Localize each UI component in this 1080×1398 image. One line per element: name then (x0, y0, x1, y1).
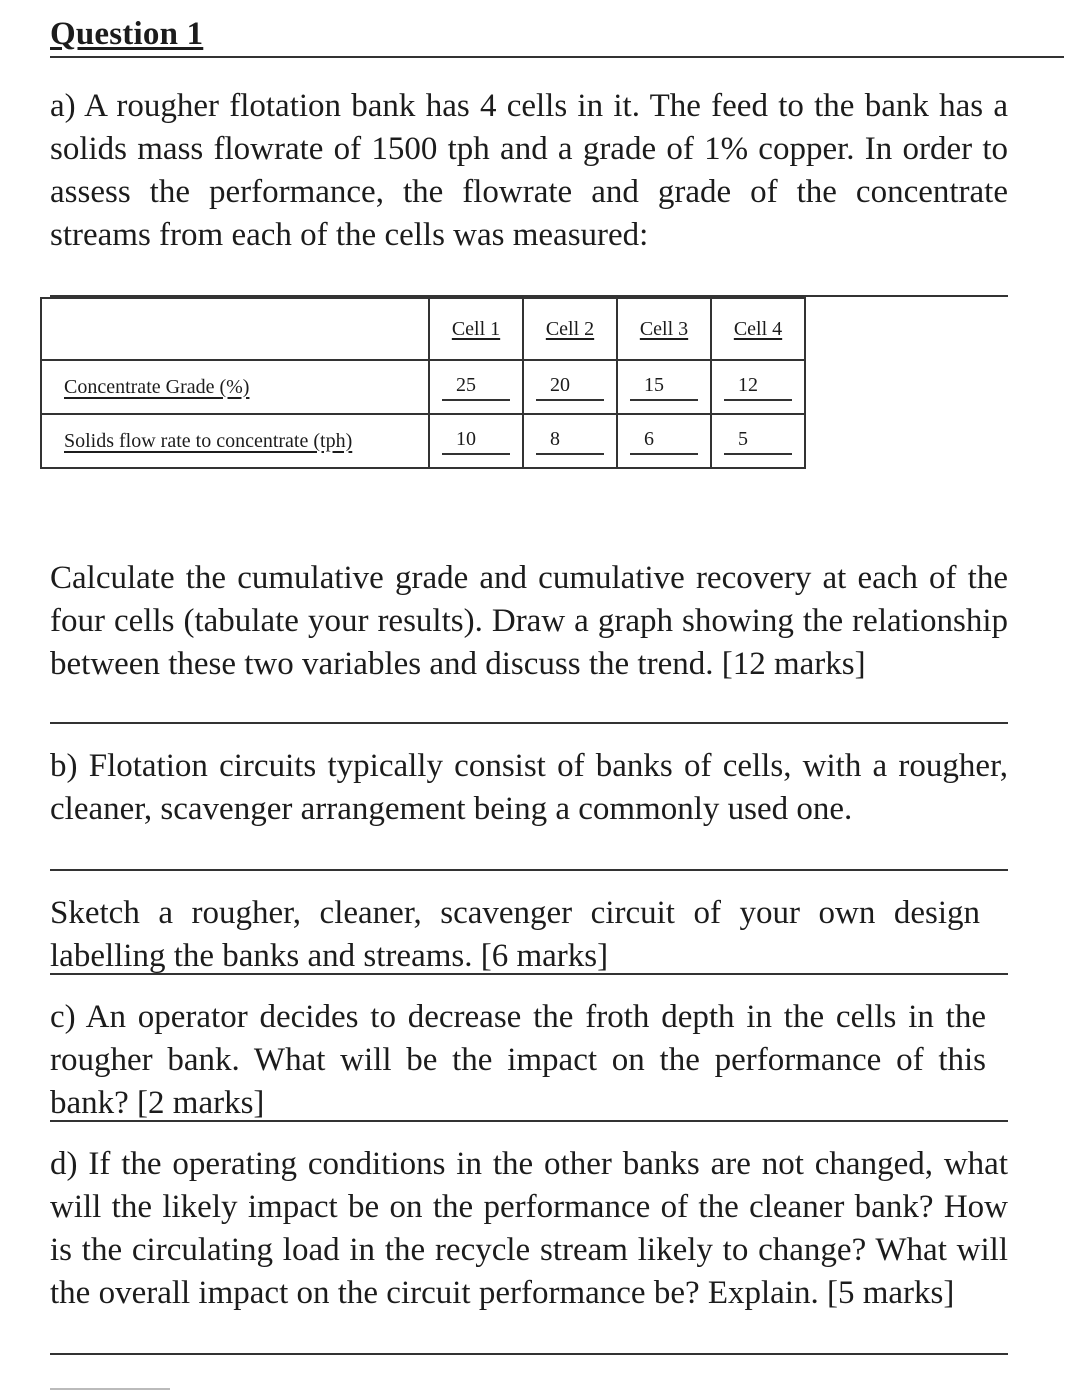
flow-cell-3: 6 (630, 428, 698, 455)
table-row-solids-flow (41, 414, 805, 468)
flow-cell-4: 5 (724, 428, 792, 455)
table-cell (429, 360, 523, 414)
grade-cell-1: 25 (442, 374, 510, 401)
row-label-concentrate-grade: Concentrate Grade (%) (41, 360, 429, 414)
table-header-cell-3: Cell 3 (617, 298, 711, 360)
grade-cell-3: 15 (630, 374, 698, 401)
table-cell (523, 360, 617, 414)
page-bottom-fragment (50, 1388, 170, 1390)
part-a-intro: a) A rougher flotation bank has 4 cells in it. The feed to the bank has a solids mass flowrate of 1500 tph and a grade of 1% copper. In order to assess the performance, the flowrate and grade of the concentrate streams from each of the cells was measured: (50, 88, 1008, 253)
part-b-task-rule (50, 973, 1008, 975)
part-b-intro: b) Flotation circuits typically consist of banks of cells, with a rougher, cleaner, scavenger arrangement being a commonly used one. (50, 748, 1008, 827)
table-cell (617, 360, 711, 414)
table-cell (523, 414, 617, 468)
table-header-cell-1: Cell 1 (429, 298, 523, 360)
row-label-solids-flow: Solids flow rate to concentrate (tph) (41, 414, 429, 468)
table-header-cell-4: Cell 4 (711, 298, 805, 360)
part-a-task-rule (50, 722, 1008, 724)
table-cell (429, 414, 523, 468)
part-c-rule (50, 1120, 1008, 1122)
part-c-text: c) An operator decides to decrease the froth depth in the cells in the rougher bank. What will be the impact on the performance of this bank? [2 marks] (50, 999, 986, 1121)
table-cell (711, 360, 805, 414)
part-b-task: Sketch a rougher, cleaner, scavenger circuit of your own design labelling the banks and streams. [6 marks] (50, 895, 980, 974)
part-b-intro-rule (50, 869, 1008, 871)
question-title: Question 1 (50, 16, 204, 52)
table-cell (711, 414, 805, 468)
flow-cell-1: 10 (442, 428, 510, 455)
table-cell (617, 414, 711, 468)
part-d-text: d) If the operating conditions in the other banks are not changed, what will the likely impact be on the performance of the cleaner bank? How is the circulating load in the recycle stream likely to change? What will the overall impact on the circuit performance be? Explain. [5 marks] (50, 1146, 1008, 1311)
cell-measurement-table (40, 297, 806, 469)
table-header-cell-2: Cell 2 (523, 298, 617, 360)
table-header-row (41, 298, 805, 360)
part-a-task: Calculate the cumulative grade and cumulative recovery at each of the four cells (tabulate your results). Draw a graph showing the relationship between these two variables and discuss the trend. [12 marks] (50, 560, 1008, 682)
title-rule (50, 56, 1064, 58)
table-row-concentrate-grade (41, 360, 805, 414)
flow-cell-2: 8 (536, 428, 604, 455)
part-d-rule (50, 1353, 1008, 1355)
table-corner-cell (41, 298, 429, 360)
grade-cell-4: 12 (724, 374, 792, 401)
grade-cell-2: 20 (536, 374, 604, 401)
